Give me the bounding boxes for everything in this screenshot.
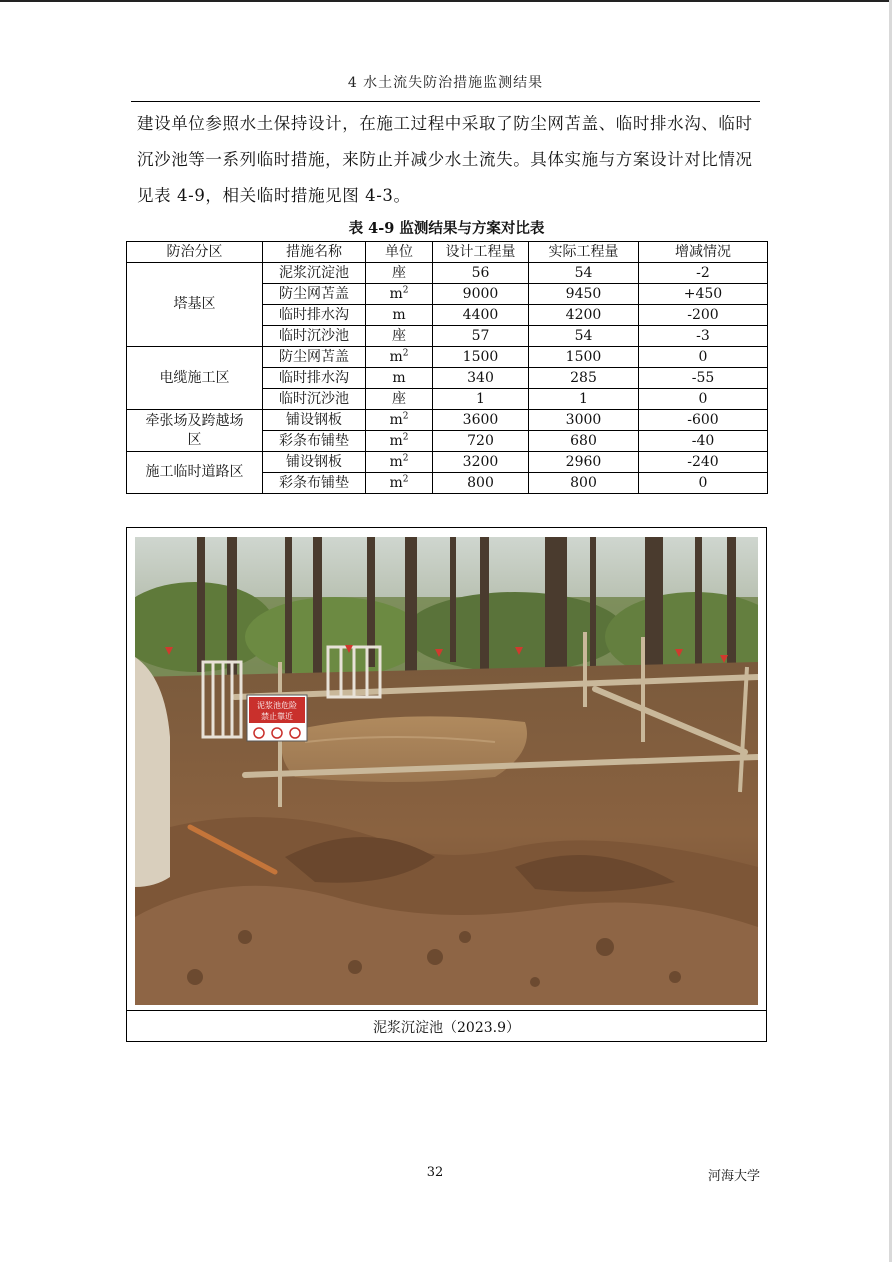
actual-cell: 9450 (529, 284, 639, 305)
table-row (127, 263, 768, 284)
running-header: 4 水土流失防治措施监测结果 (347, 75, 544, 91)
measure-cell: 彩条布铺垫 (263, 473, 366, 494)
zone-cell: 牵张场及跨越场 区 (127, 410, 263, 452)
change-cell: -3 (639, 326, 768, 347)
table-title: 表 4-9 监测结果与方案对比表 (348, 220, 545, 237)
change-cell: -2 (639, 263, 768, 284)
change-cell: -40 (639, 431, 768, 452)
svg-text:泥浆池危险: 泥浆池危险 (257, 701, 297, 710)
design-cell: 3200 (433, 452, 529, 473)
measure-cell: 临时排水沟 (263, 368, 366, 389)
actual-cell: 54 (529, 326, 639, 347)
figure-frame (126, 527, 767, 1042)
change-cell: 0 (639, 473, 768, 494)
measure-cell: 彩条布铺垫 (263, 431, 366, 452)
change-cell: -600 (639, 410, 768, 431)
actual-cell: 54 (529, 263, 639, 284)
zone-cell: 施工临时道路区 (127, 452, 263, 494)
unit-cell: m (366, 305, 433, 326)
unit-cell: $m^2$ (366, 431, 433, 452)
table-row (127, 347, 768, 368)
actual-cell: 680 (529, 431, 639, 452)
change-cell: -240 (639, 452, 768, 473)
unit-cell: 座 (366, 326, 433, 347)
measure-cell: 临时排水沟 (263, 305, 366, 326)
footer-institution: 河海大学 (707, 1169, 760, 1184)
unit-cell: $m^2$ (366, 410, 433, 431)
design-cell: 9000 (433, 284, 529, 305)
design-cell: 4400 (433, 305, 529, 326)
page-number: 32 (426, 1165, 444, 1180)
change-cell: 0 (639, 347, 768, 368)
figure-caption: 泥浆沉淀池（2023.9） (373, 1020, 520, 1036)
change-cell: -55 (639, 368, 768, 389)
mud-sedimentation-pond-photo (135, 537, 758, 1005)
unit-cell: $m^2$ (366, 347, 433, 368)
table-header-row (127, 242, 768, 263)
design-cell: 3600 (433, 410, 529, 431)
design-cell: 340 (433, 368, 529, 389)
design-cell: 800 (433, 473, 529, 494)
body-paragraph: 建设单位参照水土保持设计，在施工过程中采取了防尘网苫盖、临时排水沟、临时沉沙池等一系列临时措施，来防止并减少水土流失。具体实施与方案设计对比情况见表 4-9，相关临时措施见图 4-3。 (137, 114, 753, 205)
comparison-table (126, 241, 768, 494)
design-cell: 1500 (433, 347, 529, 368)
col-header-change: 增减情况 (639, 242, 768, 263)
actual-cell: 1 (529, 389, 639, 410)
col-header-unit: 单位 (366, 242, 433, 263)
change-cell: 0 (639, 389, 768, 410)
header-rule (131, 101, 760, 102)
warning-sign (247, 695, 307, 741)
design-cell: 57 (433, 326, 529, 347)
actual-cell: 3000 (529, 410, 639, 431)
zone-cell: 塔基区 (127, 263, 263, 347)
unit-cell: 座 (366, 389, 433, 410)
actual-cell: 1500 (529, 347, 639, 368)
measure-cell: 泥浆沉淀池 (263, 263, 366, 284)
col-header-zone: 防治分区 (127, 242, 263, 263)
col-header-measure: 措施名称 (263, 242, 366, 263)
zone-cell: 电缆施工区 (127, 347, 263, 410)
design-cell: 1 (433, 389, 529, 410)
unit-cell: $m^2$ (366, 473, 433, 494)
measure-cell: 铺设钢板 (263, 452, 366, 473)
actual-cell: 285 (529, 368, 639, 389)
design-cell: 56 (433, 263, 529, 284)
measure-cell: 铺设钢板 (263, 410, 366, 431)
measure-cell: 临时沉沙池 (263, 326, 366, 347)
unit-cell: 座 (366, 263, 433, 284)
unit-cell: $m^2$ (366, 452, 433, 473)
measure-cell: 防尘网苫盖 (263, 347, 366, 368)
actual-cell: 2960 (529, 452, 639, 473)
unit-cell: m (366, 368, 433, 389)
change-cell: -200 (639, 305, 768, 326)
change-cell: +450 (639, 284, 768, 305)
col-header-actual: 实际工程量 (529, 242, 639, 263)
col-header-design: 设计工程量 (433, 242, 529, 263)
svg-text:禁止靠近: 禁止靠近 (261, 712, 293, 721)
table-row (127, 410, 768, 431)
page-top-border (0, 0, 892, 2)
caption-divider (127, 1010, 766, 1011)
table-row (127, 452, 768, 473)
design-cell: 720 (433, 431, 529, 452)
measure-cell: 防尘网苫盖 (263, 284, 366, 305)
actual-cell: 4200 (529, 305, 639, 326)
unit-cell: $m^2$ (366, 284, 433, 305)
measure-cell: 临时沉沙池 (263, 389, 366, 410)
actual-cell: 800 (529, 473, 639, 494)
